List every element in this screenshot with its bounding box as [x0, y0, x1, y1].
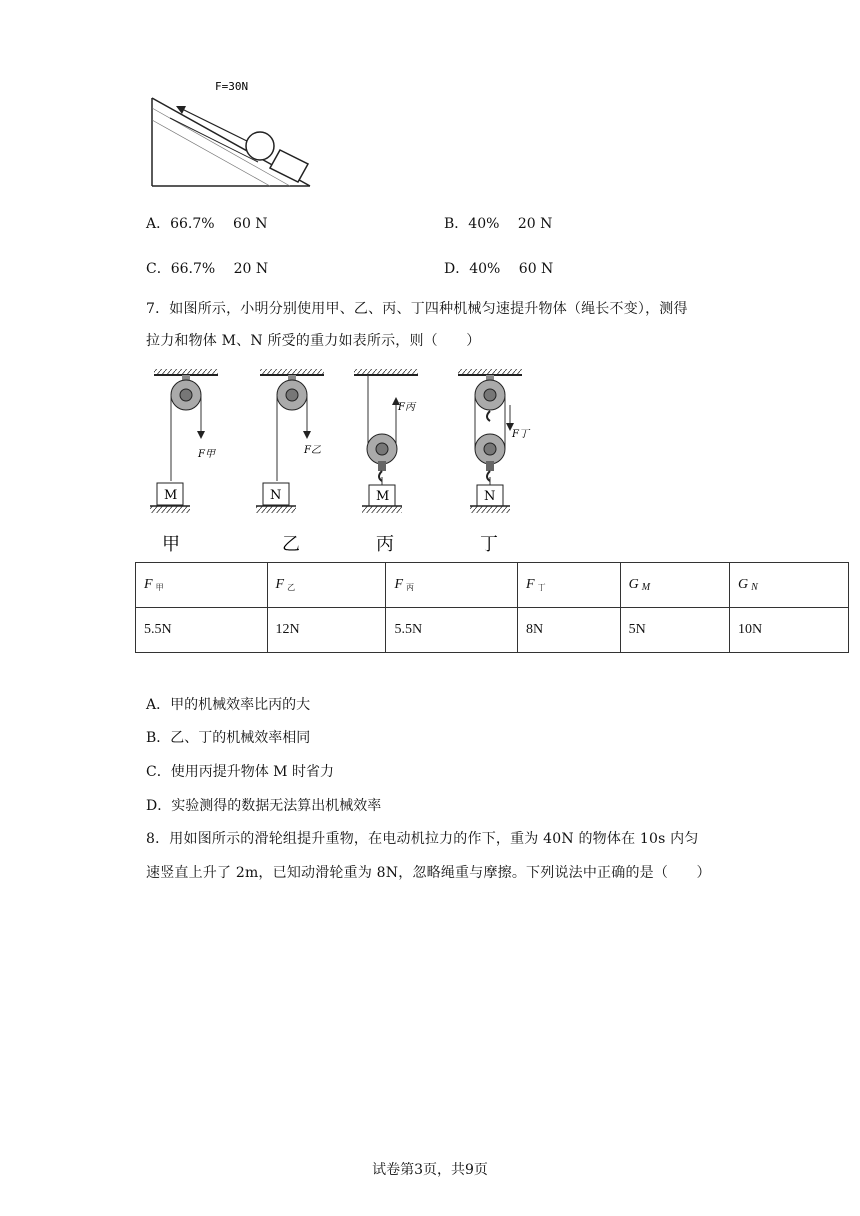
q8-stem-line1: 8．用如图所示的滑轮组提升重物，在电动机拉力的作下，重为 40N 的物体在 10s 内匀 — [146, 831, 699, 847]
caption-yi: 乙 — [282, 534, 300, 555]
q7-stem-line1: 7．如图所示，小明分别使用甲、乙、丙、丁四种机械匀速提升物体（绳长不变），测得 — [146, 301, 688, 317]
block-n-ding: N — [484, 489, 496, 504]
force-yi-label: F乙 — [304, 445, 321, 456]
table-cell: 5.5N — [136, 608, 268, 653]
q6-option-c: C．66.7% 20 N — [146, 261, 269, 277]
q8-stem-line2: 速竖直上升了 2m，已知动滑轮重为 8N，忽略绳重与摩擦。下列说法中正确的是（ ） — [146, 865, 711, 881]
table-header-cell: F $_乙$ — [267, 563, 386, 608]
caption-jia: 甲 — [162, 534, 180, 555]
block-m-bing: M — [376, 489, 390, 504]
pulley-figures — [140, 365, 550, 560]
q7-option-a: A．甲的机械效率比丙的大 — [146, 697, 311, 713]
page-footer: 试卷第3页，共9页 — [372, 1162, 488, 1178]
table-cell: 5N — [620, 608, 729, 653]
table-header-row — [136, 563, 849, 608]
caption-bing: 丙 — [376, 534, 394, 555]
table-cell: 10N — [730, 608, 849, 653]
figure-ding — [458, 369, 531, 513]
q7-option-c: C．使用丙提升物体 M 时省力 — [146, 764, 334, 780]
q6-option-a: A．66.7% 60 N — [146, 216, 268, 232]
q7-option-d: D．实验测得的数据无法算出机械效率 — [146, 798, 382, 814]
table-header-cell: G $_M$ — [620, 563, 729, 608]
q7-data-table — [135, 562, 849, 653]
force-ding-label: F丁 — [512, 429, 529, 440]
table-row — [136, 608, 849, 653]
force-label: F=30N — [215, 80, 249, 93]
table-cell: 5.5N — [386, 608, 518, 653]
table-cell: 8N — [518, 608, 621, 653]
figure-bing — [354, 369, 418, 513]
figure-yi — [256, 369, 324, 513]
force-bing-label: F丙 — [398, 402, 415, 413]
table-header-cell: F $_丙$ — [386, 563, 518, 608]
block-n-yi: N — [270, 488, 282, 503]
q7-stem-line2: 拉力和物体 M、N 所受的重力如表所示，则（ ） — [146, 333, 481, 349]
q6-option-d: D．40% 60 N — [444, 261, 554, 277]
incline-pulley-figure — [140, 70, 330, 195]
table-header-cell: G $_N$ — [730, 563, 849, 608]
figure-jia — [150, 369, 218, 513]
block-m-jia: M — [164, 488, 178, 503]
table-cell: 12N — [267, 608, 386, 653]
table-header-cell: F $_甲$ — [136, 563, 268, 608]
q6-option-b: B．40% 20 N — [444, 216, 553, 232]
q7-option-b: B．乙、丁的机械效率相同 — [146, 730, 311, 746]
force-jia-label: F甲 — [198, 449, 215, 460]
caption-ding: 丁 — [480, 534, 498, 555]
table-header-cell: F $_丁$ — [518, 563, 621, 608]
